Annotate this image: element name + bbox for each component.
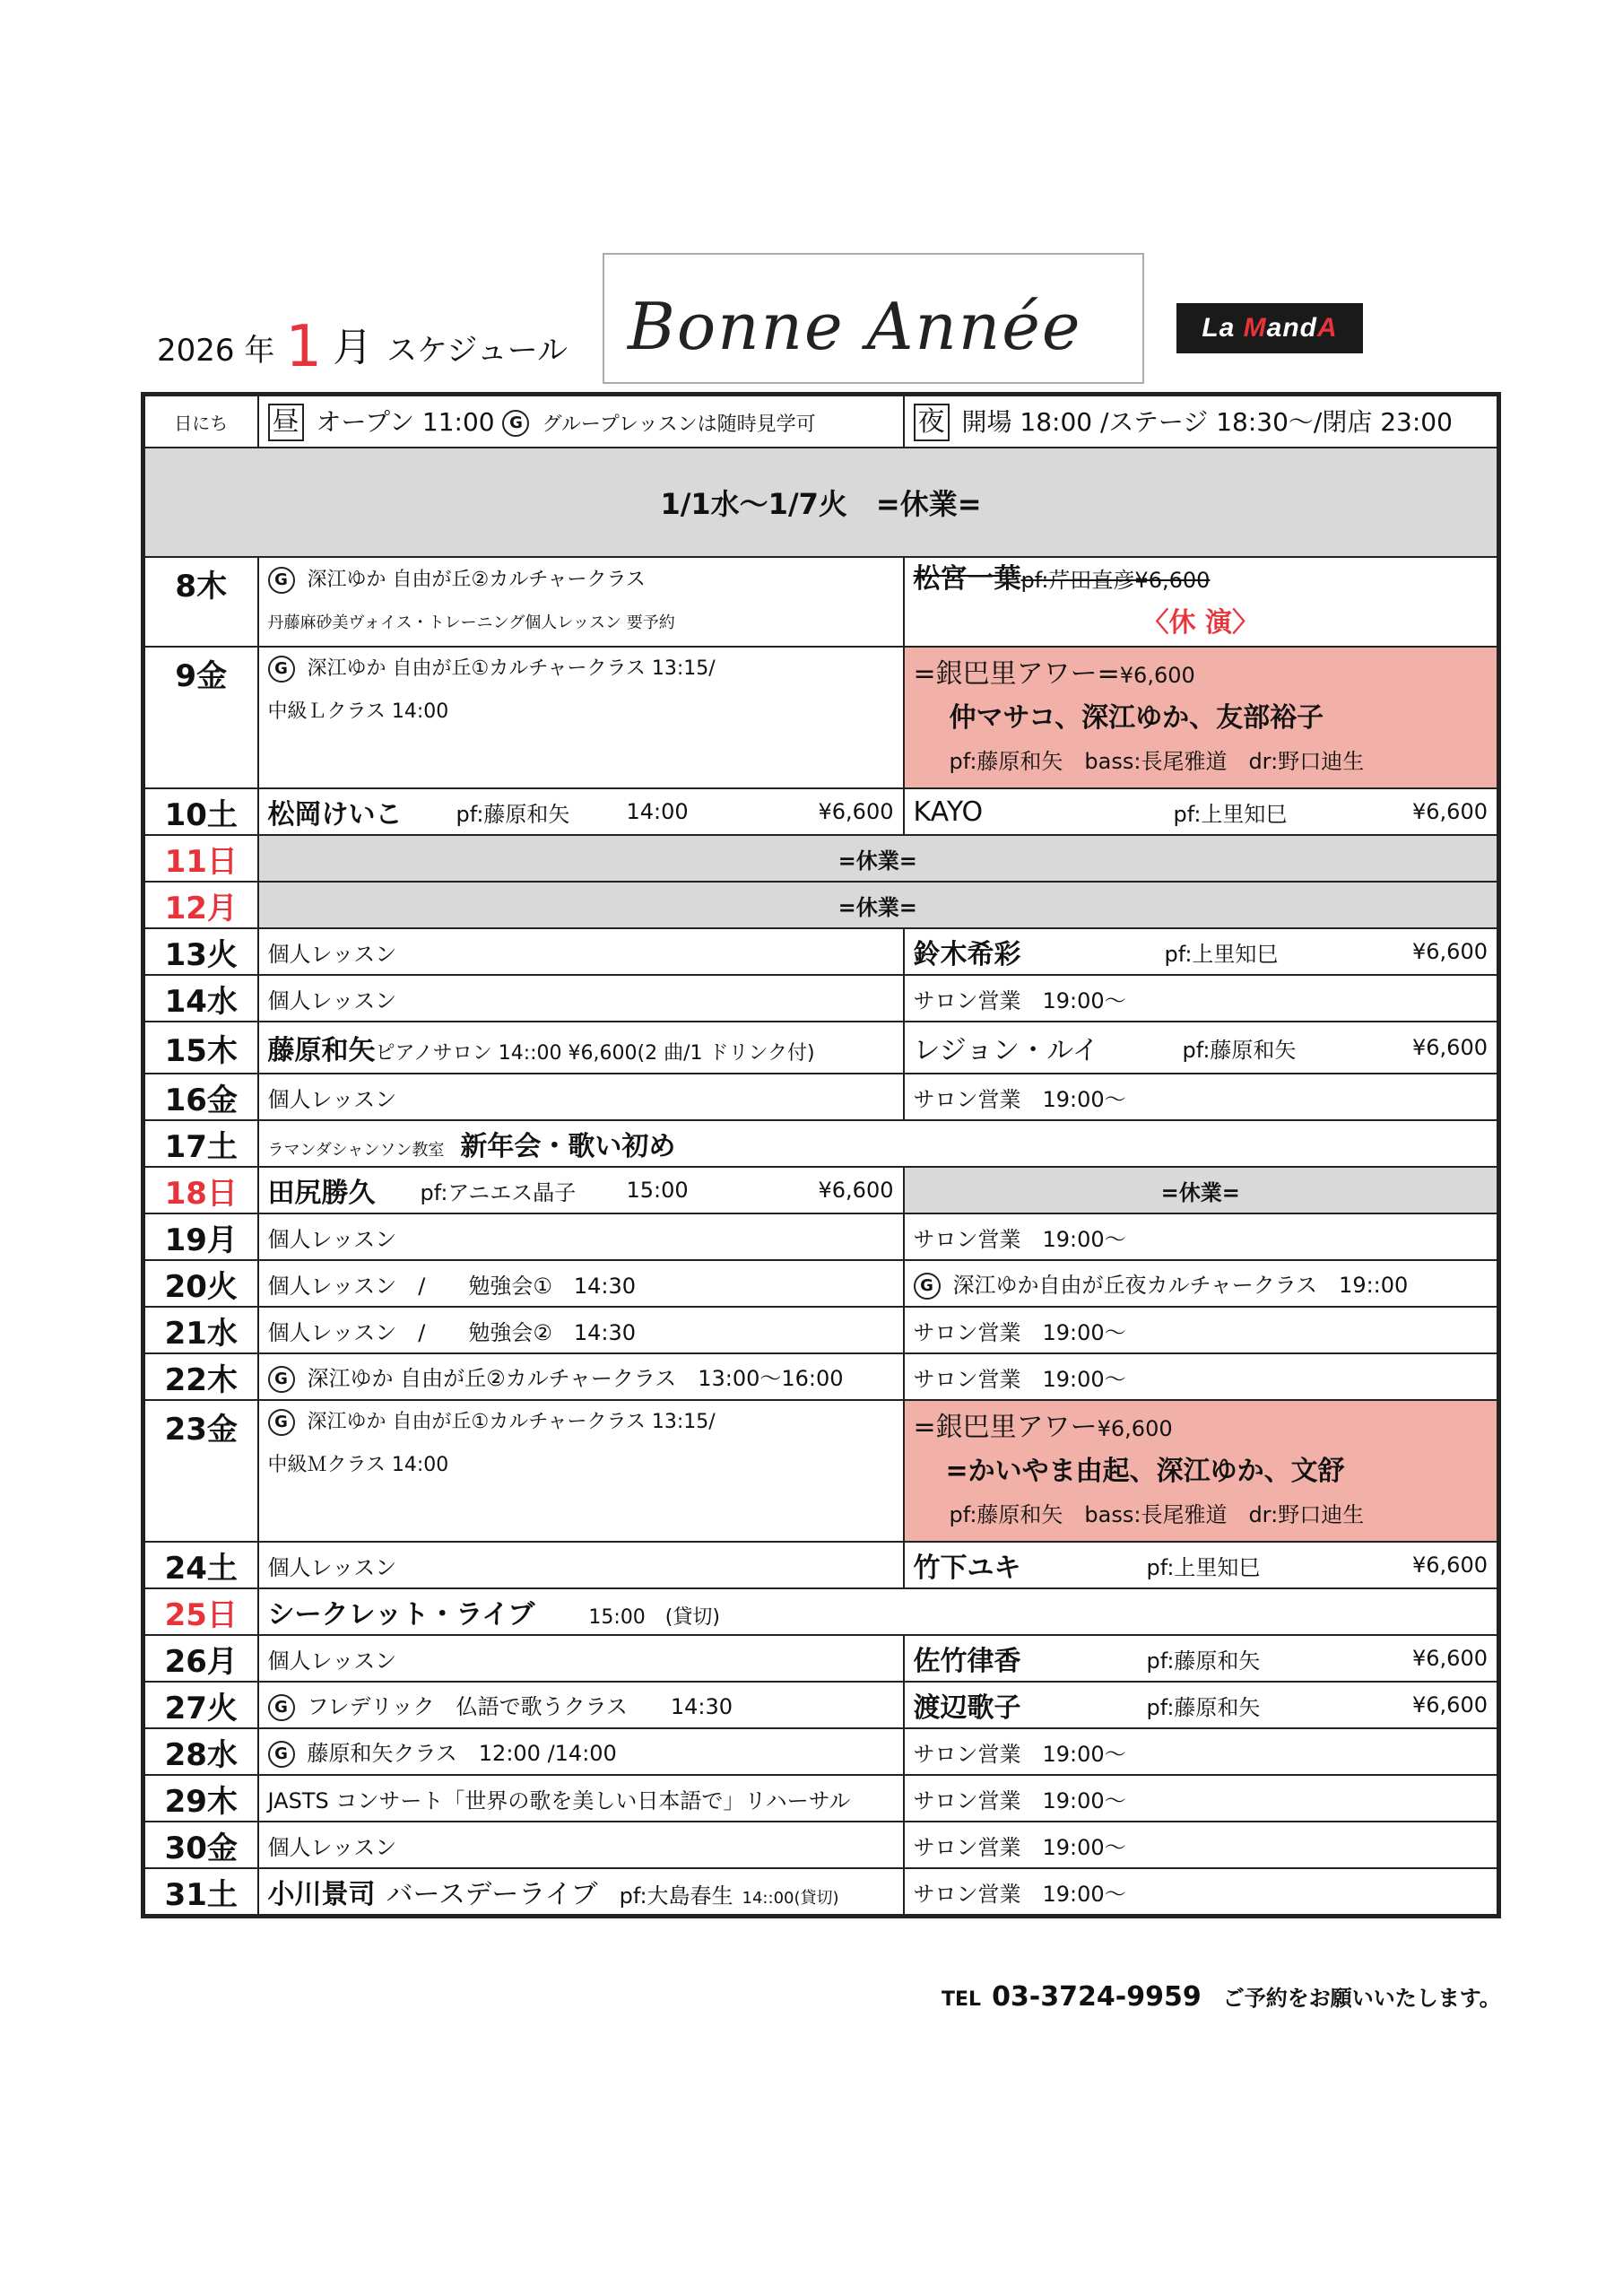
row-date: 26月 bbox=[143, 1635, 258, 1682]
night-cell bbox=[904, 1635, 1499, 1682]
price: ¥6,600 bbox=[818, 799, 894, 824]
row-date: 21水 bbox=[143, 1307, 258, 1353]
pianist: pf:大島春生 bbox=[619, 1883, 733, 1909]
row-date: 29木 bbox=[143, 1775, 258, 1822]
row-date: 31土 bbox=[143, 1868, 258, 1917]
row-date: 23金 bbox=[143, 1400, 258, 1542]
night-header bbox=[904, 395, 1499, 448]
table-row bbox=[143, 1307, 1499, 1353]
row-date: 17土 bbox=[143, 1120, 258, 1167]
night-cell bbox=[904, 788, 1499, 835]
row-date: 10土 bbox=[143, 788, 258, 835]
row-date: 15木 bbox=[143, 1022, 258, 1074]
daytime-header bbox=[258, 395, 904, 448]
row-date: 11日 bbox=[143, 835, 258, 882]
table-header-row bbox=[143, 395, 1499, 448]
night-cell: サロン営業 19:00〜 bbox=[904, 1353, 1499, 1400]
pianist: pf:アニエス晶子 bbox=[420, 1179, 577, 1205]
price: ¥6,600 bbox=[1412, 939, 1488, 964]
day-cell: 個人レッスン bbox=[258, 928, 904, 975]
day-line-1: 深江ゆか 自由が丘①カルチャークラス 13:15/ bbox=[307, 1411, 716, 1433]
night-cell: サロン営業 19:00〜 bbox=[904, 1074, 1499, 1120]
event-detail: ピアノサロン 14::00 ¥6,600(2 曲/1 ドリンク付) bbox=[375, 1042, 815, 1065]
row-date: 27火 bbox=[143, 1682, 258, 1728]
performer-name: 藤原和矢 bbox=[267, 1035, 376, 1066]
day-text: 深江ゆか 自由が丘②カルチャークラス 13:00〜16:00 bbox=[307, 1366, 844, 1391]
price: ¥6,600 bbox=[1119, 662, 1195, 688]
day-cell bbox=[258, 1353, 904, 1400]
closed-cell: =休業= bbox=[258, 882, 1499, 928]
day-cell: 個人レッスン bbox=[258, 1542, 904, 1588]
month-kanji: 月 bbox=[333, 325, 373, 370]
schedule-title bbox=[157, 314, 568, 380]
day-cell bbox=[258, 1400, 904, 1542]
table-row bbox=[143, 1868, 1499, 1917]
row-date: 9金 bbox=[143, 647, 258, 788]
schedule-table bbox=[141, 392, 1501, 1918]
performer-name: 佐竹律香 bbox=[913, 1646, 1021, 1677]
row-date: 22木 bbox=[143, 1353, 258, 1400]
table-row bbox=[143, 1775, 1499, 1822]
cancel-note: 〈休 演〉 bbox=[1141, 607, 1259, 639]
start-time: 14:00 bbox=[626, 799, 689, 824]
day-line-2: 中級Ｍクラス 14:00 bbox=[267, 1454, 449, 1476]
row-date: 30金 bbox=[143, 1822, 258, 1868]
night-cell: サロン営業 19:00〜 bbox=[904, 1728, 1499, 1775]
start-time: 15:00 bbox=[626, 1178, 689, 1203]
event-title: シークレット・ライブ bbox=[267, 1599, 535, 1631]
price: ¥6,600 bbox=[1097, 1415, 1173, 1441]
performer-name: 田尻勝久 bbox=[267, 1178, 376, 1209]
table-row bbox=[143, 1074, 1499, 1120]
start-time: 14::00(貸切) bbox=[742, 1889, 839, 1908]
group-lesson-note: グループレッスンは随時見学可 bbox=[542, 413, 816, 436]
event-detail: 15:00 (貸切) bbox=[588, 1606, 720, 1629]
table-row bbox=[143, 1213, 1499, 1260]
greeting-text: Bonne Année bbox=[628, 289, 1082, 364]
night-cell bbox=[904, 1400, 1499, 1542]
g-class-icon: G bbox=[268, 1694, 295, 1721]
phone-number[interactable]: 03-3724-9959 bbox=[992, 1981, 1202, 2013]
year-text: 2026 年 bbox=[157, 333, 275, 369]
day-cell: 個人レッスン bbox=[258, 1822, 904, 1868]
day-cell: 個人レッスン / 勉強会① 14:30 bbox=[258, 1260, 904, 1307]
night-cell: サロン営業 19:00〜 bbox=[904, 1213, 1499, 1260]
day-line-2: 中級Ｌクラス 14:00 bbox=[267, 700, 449, 723]
row-date: 8木 bbox=[143, 557, 258, 647]
night-cell bbox=[904, 1260, 1499, 1307]
g-class-icon: G bbox=[268, 1409, 295, 1436]
event-title: =銀巴里アワー= bbox=[913, 657, 1120, 690]
g-class-icon: G bbox=[268, 1741, 295, 1768]
table-row bbox=[143, 1588, 1499, 1635]
event-title: =銀巴里アワー bbox=[913, 1411, 1098, 1443]
table-row bbox=[143, 975, 1499, 1022]
closed-range-cell: 1/1水〜1/7火 =休業= bbox=[143, 448, 1499, 557]
table-row bbox=[143, 788, 1499, 835]
table-row bbox=[143, 1682, 1499, 1728]
night-cell bbox=[904, 1022, 1499, 1074]
night-cell bbox=[904, 557, 1499, 647]
night-cell: サロン営業 19:00〜 bbox=[904, 1868, 1499, 1917]
table-row bbox=[143, 557, 1499, 647]
night-cell bbox=[904, 647, 1499, 788]
night-cell bbox=[904, 928, 1499, 975]
pianist: pf:上里知巳 bbox=[1164, 941, 1279, 967]
performer-name: 竹下ユキ bbox=[913, 1552, 1021, 1584]
pianist: pf:芹田直彦 bbox=[1020, 568, 1135, 593]
night-cell: サロン営業 19:00〜 bbox=[904, 1775, 1499, 1822]
row-date: 13火 bbox=[143, 928, 258, 975]
pianist: pf:藤原和矢 bbox=[1146, 1648, 1261, 1674]
performer-name: 小川景司 bbox=[267, 1879, 376, 1910]
event-title: 新年会・歌い初め bbox=[460, 1131, 676, 1162]
row-date: 18日 bbox=[143, 1167, 258, 1213]
day-cell: 個人レッスン bbox=[258, 975, 904, 1022]
row-date: 12月 bbox=[143, 882, 258, 928]
table-row bbox=[143, 882, 1499, 928]
logo-part: and bbox=[1266, 313, 1318, 343]
table-row bbox=[143, 835, 1499, 882]
table-row bbox=[143, 1353, 1499, 1400]
day-open-text: オープン 11:00 bbox=[316, 406, 503, 437]
row-date: 16金 bbox=[143, 1074, 258, 1120]
g-class-icon: G bbox=[268, 1366, 295, 1393]
price: ¥6,600 bbox=[1412, 1692, 1488, 1718]
day-cell bbox=[258, 1682, 904, 1728]
table-row bbox=[143, 1022, 1499, 1074]
row-date: 20火 bbox=[143, 1260, 258, 1307]
night-icon: 夜 bbox=[914, 404, 950, 441]
performer-name: 渡辺歌子 bbox=[913, 1692, 1021, 1724]
row-date: 28水 bbox=[143, 1728, 258, 1775]
day-cell bbox=[258, 1868, 904, 1917]
night-cell bbox=[904, 1542, 1499, 1588]
lamanda-logo bbox=[1176, 303, 1363, 353]
performer-name: KAYO bbox=[913, 796, 984, 828]
closed-cell: =休業= bbox=[904, 1167, 1499, 1213]
table-row bbox=[143, 1400, 1499, 1542]
day-cell bbox=[258, 1588, 1499, 1635]
logo-part: La bbox=[1202, 313, 1244, 343]
g-class-icon: G bbox=[268, 567, 295, 594]
day-line-2: 丹藤麻砂美ヴォイス・トレーニング個人レッスン 要予約 bbox=[267, 613, 675, 632]
day-cell bbox=[258, 1120, 1499, 1167]
night-cell: サロン営業 19:00〜 bbox=[904, 975, 1499, 1022]
night-cell: サロン営業 19:00〜 bbox=[904, 1822, 1499, 1868]
school-name: ラマンダシャンソン教室 bbox=[267, 1141, 445, 1160]
row-date: 25日 bbox=[143, 1588, 258, 1635]
event-cast: =かいやま由起、深江ゆか、文舒 bbox=[945, 1455, 1345, 1487]
row-date: 14水 bbox=[143, 975, 258, 1022]
price: ¥6,600 bbox=[1412, 1646, 1488, 1671]
closed-range-row bbox=[143, 448, 1499, 557]
night-cell: サロン営業 19:00〜 bbox=[904, 1307, 1499, 1353]
table-row bbox=[143, 1542, 1499, 1588]
day-cell bbox=[258, 1167, 904, 1213]
performer-name: 松岡けいこ bbox=[267, 799, 403, 831]
schedule-label: スケジュール bbox=[386, 333, 568, 369]
table-row bbox=[143, 1635, 1499, 1682]
table-row bbox=[143, 1260, 1499, 1307]
page-header bbox=[0, 242, 1623, 386]
night-hours-text: 開場 18:00 /ステージ 18:30〜/閉店 23:00 bbox=[961, 406, 1453, 437]
price: ¥6,600 bbox=[1412, 799, 1488, 824]
closed-cell: =休業= bbox=[258, 835, 1499, 882]
footer-contact bbox=[942, 1980, 1501, 2013]
price: ¥6,600 bbox=[818, 1178, 894, 1203]
night-text: 深江ゆか自由が丘夜カルチャークラス 19::00 bbox=[952, 1273, 1409, 1298]
pianist: pf:上里知巳 bbox=[1173, 801, 1288, 827]
table-row bbox=[143, 647, 1499, 788]
day-cell bbox=[258, 788, 904, 835]
table-row bbox=[143, 928, 1499, 975]
logo-part: M bbox=[1243, 313, 1267, 343]
month-number: 1 bbox=[285, 314, 323, 380]
tel-label: TEL bbox=[942, 1988, 982, 2011]
row-date: 24土 bbox=[143, 1542, 258, 1588]
day-text: 藤原和矢クラス 12:00 /14:00 bbox=[307, 1741, 617, 1766]
table-row bbox=[143, 1167, 1499, 1213]
g-class-icon: G bbox=[268, 656, 295, 683]
reservation-note: ご予約をお願いいたします。 bbox=[1222, 1986, 1501, 2011]
event-band: pf:藤原和矢 bass:長尾雅道 dr:野口迪生 bbox=[949, 1501, 1365, 1527]
g-class-icon: G bbox=[914, 1273, 941, 1300]
table-row bbox=[143, 1822, 1499, 1868]
logo-part: A bbox=[1317, 313, 1338, 343]
pianist: pf:藤原和矢 bbox=[1182, 1037, 1297, 1063]
row-date: 19月 bbox=[143, 1213, 258, 1260]
pianist: pf:藤原和矢 bbox=[456, 801, 570, 827]
day-text: フレデリック 仏語で歌うクラス 14:30 bbox=[307, 1694, 733, 1719]
day-line-1: 深江ゆか 自由が丘①カルチャークラス 13:15/ bbox=[307, 657, 716, 680]
day-icon: 昼 bbox=[268, 404, 304, 441]
day-cell: JASTS コンサート「世界の歌を美しい日本語で」リハーサル bbox=[258, 1775, 904, 1822]
price: ¥6,600 bbox=[1134, 568, 1211, 593]
day-cell bbox=[258, 1728, 904, 1775]
day-cell bbox=[258, 557, 904, 647]
date-column-header: 日にち bbox=[143, 395, 258, 448]
price: ¥6,600 bbox=[1412, 1552, 1488, 1578]
day-cell: 個人レッスン bbox=[258, 1213, 904, 1260]
event-band: pf:藤原和矢 bass:長尾雅道 dr:野口迪生 bbox=[949, 748, 1365, 774]
table-row bbox=[143, 1120, 1499, 1167]
day-cell: 個人レッスン bbox=[258, 1074, 904, 1120]
night-cell bbox=[904, 1682, 1499, 1728]
day-cell: 個人レッスン bbox=[258, 1635, 904, 1682]
group-lesson-g-icon: G bbox=[502, 410, 529, 437]
table-row bbox=[143, 1728, 1499, 1775]
event-title: バースデーライブ bbox=[386, 1879, 598, 1910]
performer-name: 鈴木希彩 bbox=[913, 939, 1021, 970]
pianist: pf:藤原和矢 bbox=[1146, 1694, 1261, 1720]
day-cell: 個人レッスン / 勉強会② 14:30 bbox=[258, 1307, 904, 1353]
day-cell bbox=[258, 1022, 904, 1074]
day-line-1: 深江ゆか 自由が丘②カルチャークラス bbox=[307, 569, 646, 591]
price: ¥6,600 bbox=[1412, 1035, 1488, 1060]
pianist: pf:上里知巳 bbox=[1146, 1554, 1261, 1580]
performer-name: 松宮一葉 bbox=[913, 563, 1021, 595]
day-cell bbox=[258, 647, 904, 788]
performer-name: レジョン・ルイ bbox=[913, 1035, 1099, 1066]
event-cast: 仲マサコ、深江ゆか、友部裕子 bbox=[949, 701, 1324, 734]
